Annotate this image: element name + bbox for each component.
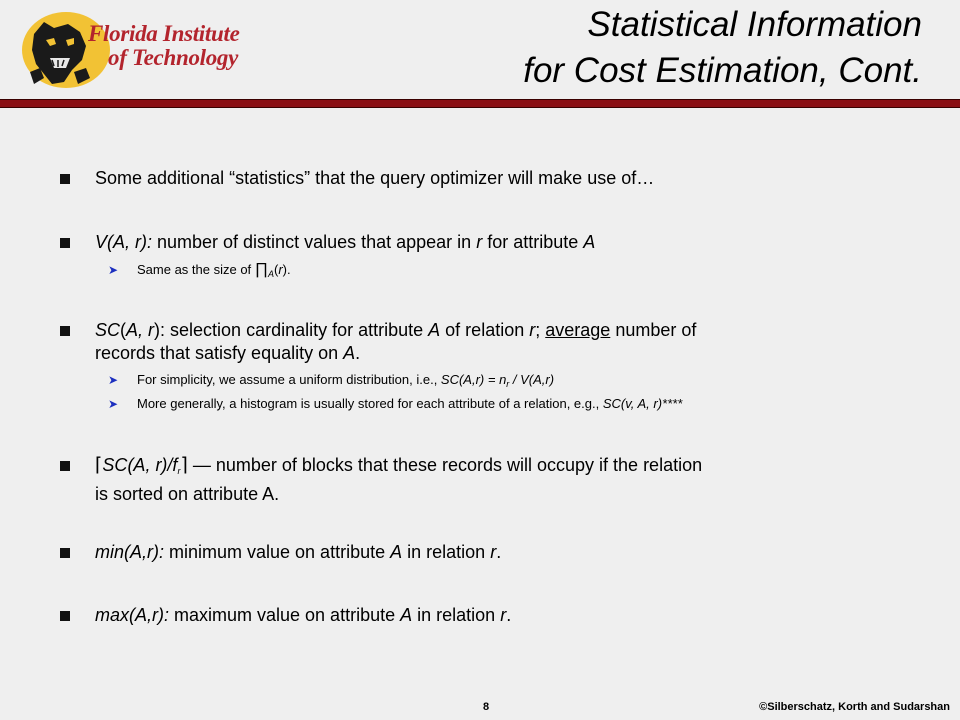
- var-a: A: [583, 232, 596, 252]
- formula: SC(A,r) = n: [440, 372, 507, 387]
- underlined-word: average: [545, 320, 611, 340]
- var-a: A: [343, 343, 356, 363]
- text-run: in relation: [412, 605, 501, 625]
- copyright: ©Silberschatz, Korth and Sudarshan: [759, 701, 950, 713]
- var-r: r: [490, 542, 497, 562]
- formula: SC(v, A, r)****: [602, 396, 683, 411]
- bullet-square-icon: [60, 174, 70, 184]
- text-run: number of: [610, 320, 697, 340]
- page-number: 8: [483, 701, 490, 713]
- bullet-4-line-1: [95, 454, 885, 483]
- text-run: Same as the size of: [137, 262, 255, 277]
- text-run: maximum value on attribute: [169, 605, 401, 625]
- bullet-square-icon: [60, 548, 70, 558]
- formula: / V(A,r): [509, 372, 555, 387]
- term-args: (A, r)/f: [127, 455, 178, 475]
- subscript-r: r: [506, 379, 510, 389]
- subscript-a: A: [267, 269, 274, 279]
- ceiling-right-icon: ⌉: [180, 455, 188, 476]
- bullet-4-text: [95, 454, 885, 506]
- term: SC: [95, 320, 121, 340]
- title-divider: [0, 99, 960, 108]
- logo-line-2: of Technology: [108, 45, 239, 70]
- slide-title: [523, 2, 922, 94]
- logo-line-1: Florida Institute: [88, 21, 240, 46]
- term: min(A,r):: [95, 542, 164, 562]
- bullet-4-line-2: is sorted on attribute A.: [95, 484, 280, 504]
- sub-text: [137, 261, 291, 283]
- var-a: A: [390, 542, 403, 562]
- bullet-3-line-2: [95, 342, 885, 365]
- term-args: A, r: [126, 320, 155, 340]
- panther-icon: [24, 14, 96, 88]
- logo-text: [88, 22, 239, 70]
- text-run: of relation: [440, 320, 530, 340]
- text-run: number of distinct values that appear in: [152, 232, 477, 252]
- bullet-square-icon: [60, 326, 70, 336]
- term: max(A,r):: [95, 605, 169, 625]
- text-run: ).: [282, 262, 291, 277]
- var-a: A: [400, 605, 413, 625]
- bullet-3-text: [95, 319, 885, 365]
- var-r: r: [476, 232, 483, 252]
- text-run: .: [496, 542, 502, 562]
- var-a: A: [428, 320, 441, 340]
- text-run: For simplicity, we assume a uniform distribution, i.e.,: [137, 372, 441, 387]
- text-run: ): selection cardinality for attribute: [154, 320, 429, 340]
- bullet-square-icon: [60, 461, 70, 471]
- bullet-square-icon: [60, 611, 70, 621]
- var-r: r: [278, 262, 283, 277]
- text-run: More generally, a histogram is usually stored for each attribute of a relation, e.g.,: [137, 396, 603, 411]
- text-run: .: [506, 605, 512, 625]
- text-run: ;: [535, 320, 546, 340]
- title-line-1: Statistical Information: [587, 5, 922, 44]
- text-run: in relation: [402, 542, 491, 562]
- sub-text: [137, 371, 554, 393]
- var-r: r: [529, 320, 536, 340]
- fit-logo: [10, 8, 270, 88]
- ceiling-left-icon: ⌈: [95, 455, 103, 476]
- bullet-square-icon: [60, 238, 70, 248]
- arrow-bullet-icon: ➤: [108, 373, 119, 387]
- subscript-r: r: [177, 466, 181, 476]
- sub-text: [137, 395, 682, 413]
- text-run: minimum value on attribute: [164, 542, 391, 562]
- arrow-bullet-icon: ➤: [108, 397, 119, 411]
- pi-symbol: ∏: [254, 261, 268, 278]
- text-run: (: [120, 320, 127, 340]
- term: V(A, r):: [95, 232, 152, 252]
- bullet-3-line-1: [95, 319, 885, 342]
- text-run: records that satisfy equality on: [95, 343, 344, 363]
- bullet-5-text: [95, 541, 885, 564]
- bullet-6-text: [95, 604, 885, 627]
- bullet-1-text: Some additional “statistics” that the query optimizer will make use of…: [95, 168, 655, 188]
- var-r: r: [500, 605, 507, 625]
- text-run: (: [273, 262, 279, 277]
- text-run: for attribute: [482, 232, 584, 252]
- text-run: — number of blocks that these records will occupy if the relation: [187, 455, 703, 475]
- title-line-2: for Cost Estimation, Cont.: [523, 51, 922, 90]
- term: SC: [102, 455, 128, 475]
- text-run: .: [355, 343, 361, 363]
- bullet-2-text: [95, 231, 885, 254]
- arrow-bullet-icon: ➤: [108, 263, 119, 277]
